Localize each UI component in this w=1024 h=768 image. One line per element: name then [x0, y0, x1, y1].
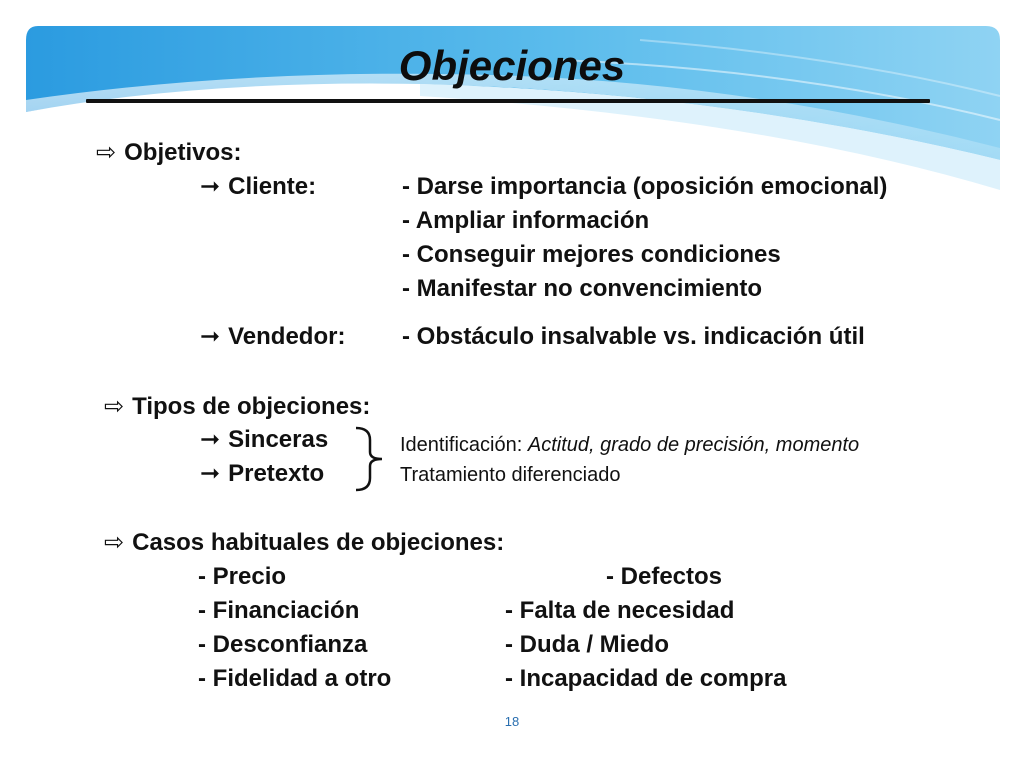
title-underline [86, 99, 930, 103]
caso-left-item: - Fidelidad a otro [198, 665, 392, 692]
caso-right-item: - Incapacidad de compra [505, 665, 787, 692]
cliente-item: - Manifestar no convencimiento [402, 275, 763, 302]
tipo-item-label: Sinceras [228, 426, 329, 453]
cliente-item: - Darse importancia (oposición emocional) [402, 173, 888, 200]
solid-right-arrow-icon: ➞ [200, 173, 221, 200]
identificacion-details: Actitud, grado de precisión, momento [527, 434, 860, 456]
tipos-note-line2: Tratamiento diferenciado [400, 464, 621, 486]
caso-left-item: - Precio [198, 563, 287, 590]
identificacion-label: Identificación: [400, 434, 523, 456]
cliente-item: - Conseguir mejores condiciones [402, 241, 781, 268]
casos-heading: Casos habituales de objeciones: [132, 529, 505, 556]
vendedor-label-row [200, 322, 345, 352]
objetivos-section [96, 138, 241, 168]
solid-right-arrow-icon: ➞ [200, 323, 221, 350]
page-number: 18 [504, 714, 520, 729]
caso-right-item: - Defectos [606, 563, 723, 590]
hollow-right-arrow-icon: ⇨ [104, 393, 125, 420]
tipos-heading: Tipos de objeciones: [132, 393, 371, 420]
casos-section [104, 528, 504, 558]
cliente-item: - Ampliar información [402, 207, 650, 234]
caso-left-item: - Desconfianza [198, 631, 368, 658]
solid-right-arrow-icon: ➞ [200, 426, 221, 453]
right-curly-brace [352, 426, 392, 492]
cliente-label: Cliente: [228, 173, 317, 200]
tipos-note-line1 [400, 432, 859, 458]
hollow-right-arrow-icon: ⇨ [96, 139, 117, 166]
objetivos-heading: Objetivos: [124, 139, 242, 166]
hollow-right-arrow-icon: ⇨ [104, 529, 125, 556]
tipo-item-row [200, 459, 324, 489]
tipo-item-label: Pretexto [228, 460, 325, 487]
caso-right-item: - Falta de necesidad [505, 597, 735, 624]
cliente-label-row [200, 172, 316, 202]
vendedor-label: Vendedor: [228, 323, 346, 350]
vendedor-item: - Obstáculo insalvable vs. indicación útil [402, 323, 865, 350]
slide-title: Objeciones [398, 42, 626, 89]
caso-left-item: - Financiación [198, 597, 360, 624]
caso-right-item: - Duda / Miedo [505, 631, 669, 658]
solid-right-arrow-icon: ➞ [200, 460, 221, 487]
tipo-item-row [200, 425, 328, 455]
tipos-section [104, 392, 370, 422]
